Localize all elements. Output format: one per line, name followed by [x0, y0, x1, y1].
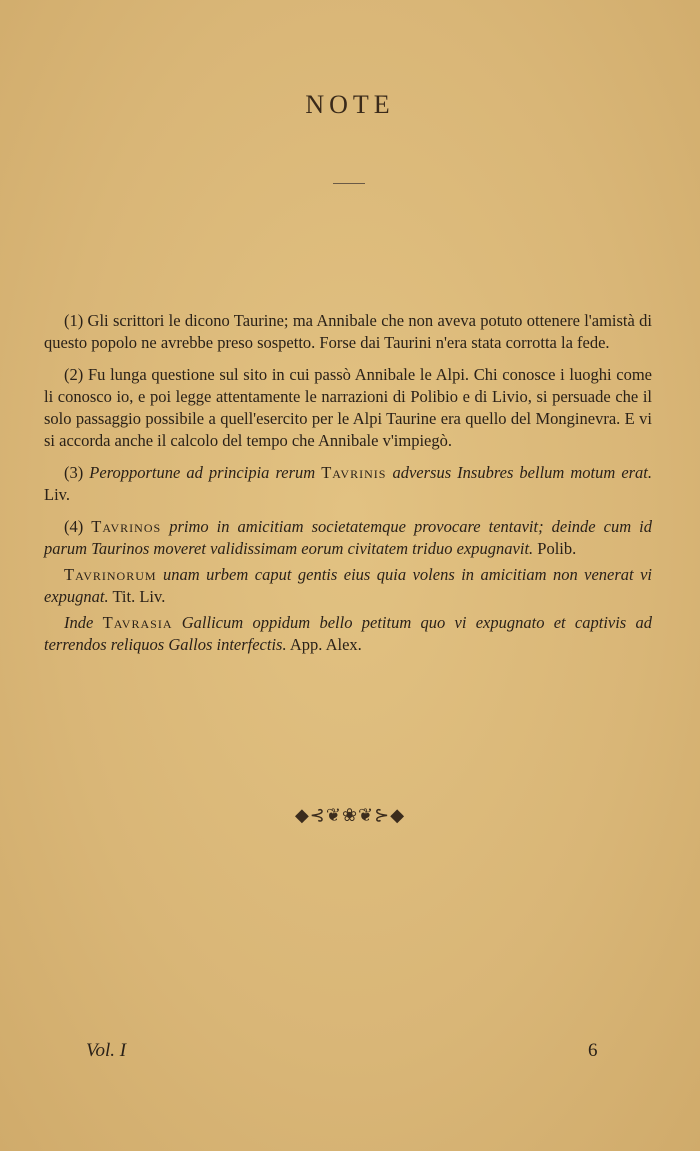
note-4c-caps: Tavrasia	[102, 613, 173, 632]
notes-section	[44, 310, 652, 660]
page-number: 6	[588, 1040, 598, 1061]
note-4	[44, 516, 652, 560]
ornament-divider-icon: ◆⊰❦❀❦⊱◆	[294, 805, 406, 825]
note-3-quote-a: Peropportune ad principia rerum	[89, 463, 316, 482]
note-4-number: (4)	[64, 517, 84, 536]
note-4-caps: Tavrinos	[91, 517, 162, 536]
heading-rule	[333, 183, 365, 184]
note-4-continuation-2	[44, 612, 652, 656]
page-heading: NOTE	[305, 90, 395, 119]
note-4b-quote: unam urbem caput gentis eius quia volens in amicitiam non venerat vi expugnat.	[44, 565, 652, 606]
note-4b-source: Tit. Liv.	[112, 587, 166, 606]
note-1: (1) Gli scrittori le dicono Taurine; ma Annibale che non aveva potuto ottenere l'amistà di questo popolo ne avrebbe preso sospetto. Forse dai Taurini n'era stata corrotta la fede.	[44, 311, 652, 352]
note-3-caps: Tavrinis	[321, 463, 387, 482]
note-4-continuation-1	[44, 564, 652, 608]
note-3	[44, 462, 652, 506]
note-2: (2) Fu lunga questione sul sito in cui passò Annibale le Alpi. Chi conosce i luoghi come li conosco io, e poi legge attentamente le narrazioni di Polibio e di Livio, si persuade che il solo passaggio possibile a quell'esercito per le Alpi Taurine era quello del Monginevra. E vi si accorda anche il calcolo del tempo che Annibale v'impiegò.	[44, 365, 652, 450]
note-4-quote: primo in amicitiam societatemque provocare tentavit; deinde cum id parum Taurinos moveret validissimam eorum civitatem triduo expugnavit.	[44, 517, 653, 558]
note-4c-quote-b: Gallicum oppidum bello petitum quo vi expugnato et captivis ad terrendos reliquos Gallos interfectis.	[44, 613, 653, 654]
volume-label: Vol. I	[86, 1040, 127, 1061]
note-3-quote-b: adversus Insubres bellum motum erat.	[392, 463, 653, 482]
note-3-number: (3)	[64, 463, 84, 482]
note-4c-quote-a: Inde	[64, 613, 94, 632]
note-3-source: Liv.	[44, 485, 70, 504]
note-4-source: Polib.	[537, 539, 577, 558]
note-4c-source: App. Alex.	[289, 635, 362, 654]
note-4b-caps: Tavrinorum	[64, 565, 157, 584]
